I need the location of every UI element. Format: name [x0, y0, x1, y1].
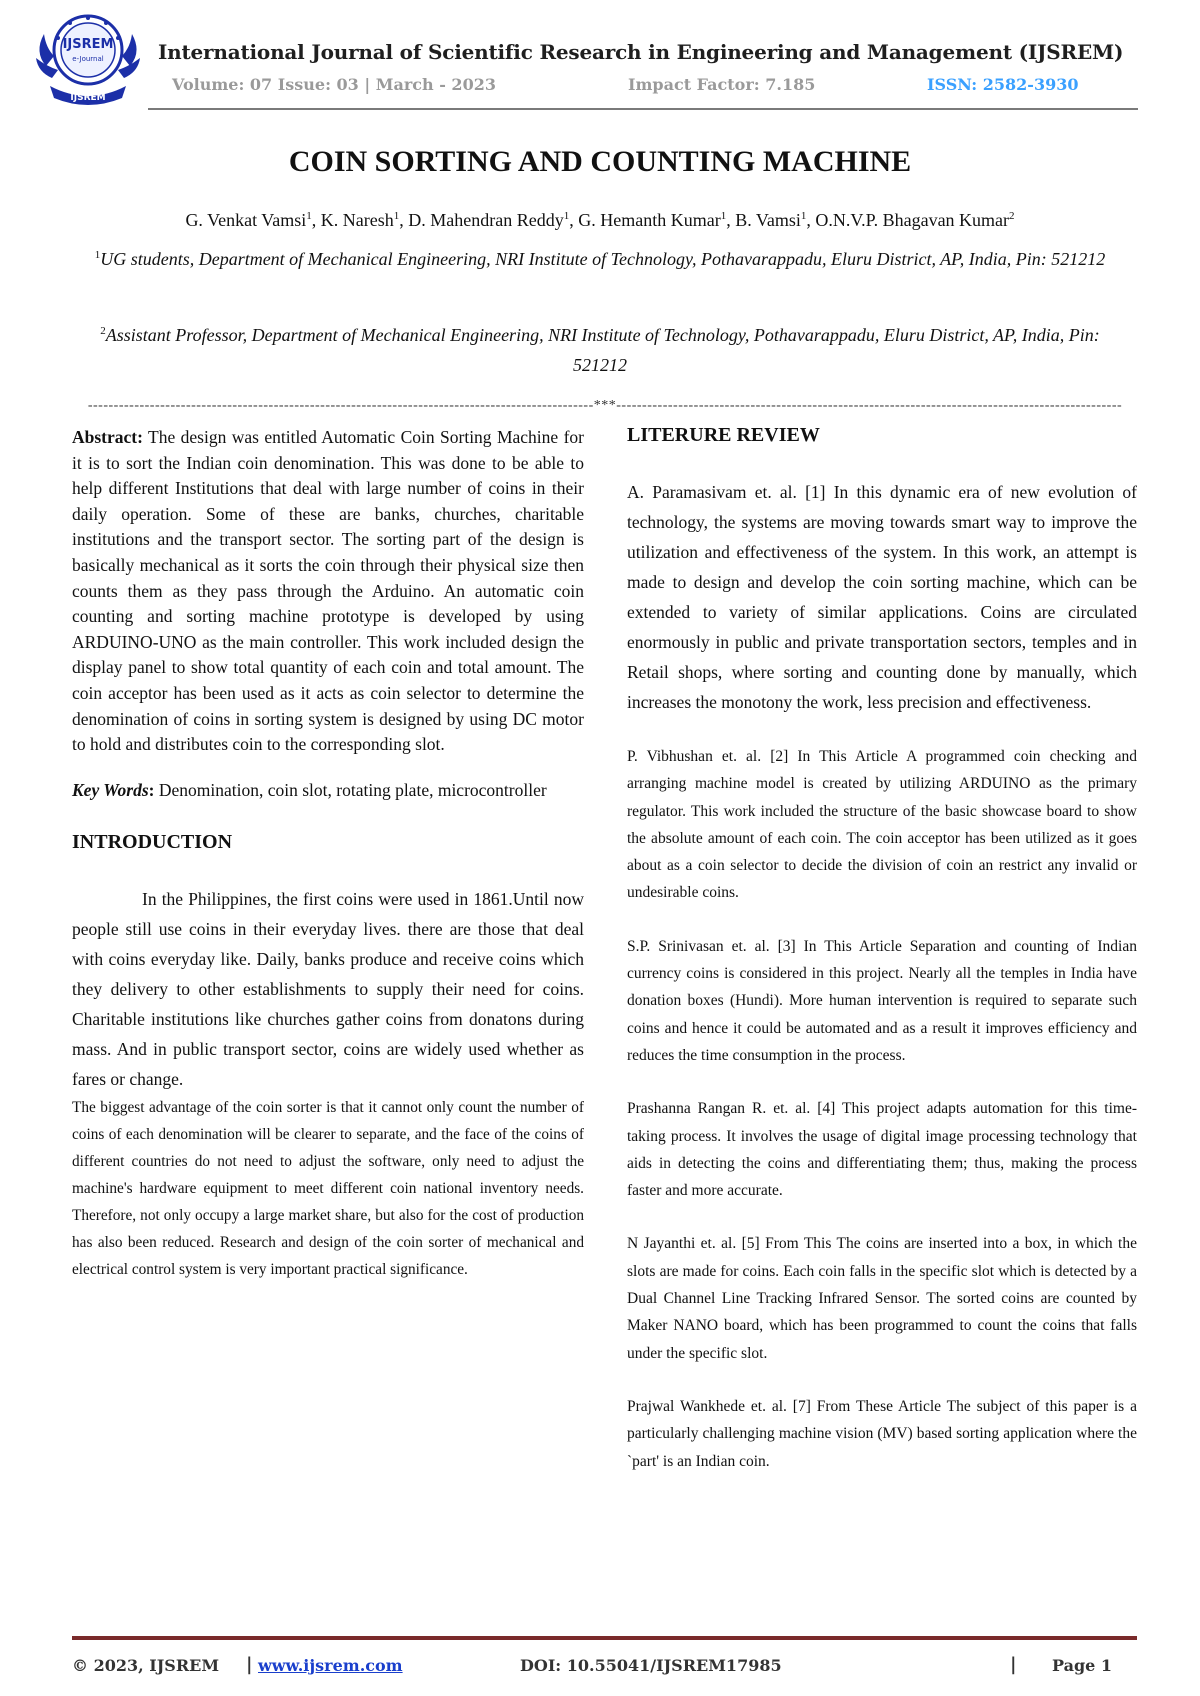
left-column	[72, 425, 584, 1283]
affiliation-1: $^1$UG students, Department of Mechanical Engineering, NRI Institute of Technology, Pothavarappadu, Eluru District, AP, India, Pin: 521212	[94, 249, 1106, 269]
literature-review-heading: LITERURE REVIEW	[627, 424, 820, 446]
header-rule	[148, 108, 1138, 110]
review-paragraph: Prajwal Wankhede et. al. [7] From These Article The subject of this paper is a particularly challenging machine vision (MV) based sorting application where the `part' is an Indian coin.	[627, 1397, 1137, 1470]
author: G. Venkat Vamsi	[185, 210, 307, 230]
logo-subtext: e-Journal	[72, 55, 104, 63]
affiliation-2: $^2$Assistant Professor, Department of Mechanical Engineering, NRI Institute of Technology, Pothavarappadu, Eluru District, AP, India, Pin: 521212	[100, 325, 1100, 375]
author: O.N.V.P. Bhagavan Kumar	[815, 210, 1010, 230]
right-column	[627, 425, 1137, 1475]
review-paragraph: N Jayanthi et. al. [5] From This The coins are inserted into a box, in which the slots are made for coins. Each coin falls in the specific slot which is detected by a Dual Channel Line Tracking Infrared Sensor. The sorted coins are counted by Maker NANO board, which has been programmed to count the coins that falls under the specific slot.	[627, 1235, 1137, 1362]
author: B. Vamsi	[735, 210, 801, 230]
author: D. Mahendran Reddy	[408, 210, 564, 230]
intro-paragraph: In the Philippines, the first coins were used in 1861.Until now people still use coins in their everyday lives. there are those that deal with coins everyday like. Daily, banks produce and receive coins which they delivery to other establishments to supply their need for coins. Charitable institutions like churches gather coins from donatons during mass. And in public transport sector, coins are widely used whether as fares or change.	[72, 888, 584, 1089]
logo-text: IJSREM	[62, 37, 114, 52]
abstract: Abstract: The design was entitled Automatic Coin Sorting Machine for it is to sort the Indian coin denomination. This was done to be able to help different Institutions that deal with large number of coins in their daily operation. Some of these are banks, churches, charitable institutions and the transport sector. The sorting part of the design is basically mechanical as it sorts the coin through their physical size then counts them as they pass through the Arduino. An automatic coin counting and sorting machine prototype is developed by using ARDUINO-UNO as the main controller. This work included design the display panel to show total quantity of each coin and total amount. The coin acceptor has been used as it acts as coin selector to determine the denomination of coins in sorting system is designed by using DC motor to hold and distributes coin to the corresponding slot.	[72, 427, 584, 755]
review-paragraph: Prashanna Rangan R. et. al. [4] This project adapts automation for this time-taking process. It involves the usage of digital image processing technology that aids in detecting the coins and differentiating them; thus, making the process faster and more accurate.	[627, 1100, 1137, 1200]
keywords: Key Words: Denomination, coin slot, rotating plate, microcontroller	[72, 779, 547, 800]
review-paragraph: A. Paramasivam et. al. [1] In this dynamic era of new evolution of technology, the systems are moving towards smart way to improve the utilization and effectiveness of the system. In this work, an attempt is made to design and develop the coin sorting machine, which can be extended to variety of similar applications. Coins are circulated enormously in public and private transportation sectors, temples and in Retail shops, where sorting and counting done by manually, which increases the monotony the work, less precision and effectiveness.	[627, 482, 1137, 712]
impact-factor: Impact Factor: 7.185	[628, 75, 816, 94]
journal-logo	[32, 8, 144, 108]
footer-rule	[72, 1636, 1137, 1640]
footer-separator: |	[246, 1654, 253, 1675]
introduction-heading: INTRODUCTION	[72, 830, 233, 853]
section-divider: --------------------------------------------------------------------------------------------------***--------------------------------------------------------------------------------------------------	[87, 398, 1123, 413]
issn: ISSN: 2582-3930	[927, 75, 1079, 94]
footer-doi: DOI: 10.55041/IJSREM17985	[520, 1656, 782, 1675]
author: G. Hemanth Kumar	[578, 210, 721, 230]
journal-title: International Journal of Scientific Research in Engineering and Management (IJSREM)	[158, 40, 1124, 64]
footer-separator: |	[1010, 1654, 1017, 1675]
page-number: Page 1	[1052, 1656, 1113, 1675]
review-paragraph: P. Vibhushan et. al. [2] In This Article A programmed coin checking and arranging machine model is created by utilizing ARDUINO as the primary regulator. This work included the structure of the basic showcase board to show the absolute amount of each coin. The coin acceptor has been utilized as it goes about as a coin selector to decide the division of coin an restrict any invalid or undesirable coins.	[627, 748, 1137, 902]
logo-bottom-text: IJSREM	[70, 93, 106, 103]
intro-paragraph: The biggest advantage of the coin sorter is that it cannot only count the number of coins of each denomination will be clearer to separate, and the face of the coins of different countries do not need to adjust the software, only need to adjust the machine's hardware equipment to meet different coin national inventory needs. Therefore, not only occupy a large market share, but also for the cost of production has also been reduced. Research and design of the coin sorter of mechanical and electrical control system is very important practical significance.	[72, 1098, 584, 1278]
paper-title: COIN SORTING AND COUNTING MACHINE	[288, 145, 912, 178]
review-paragraph: S.P. Srinivasan et. al. [3] In This Article Separation and counting of Indian currency coins is considered in this project. Nearly all the temples in India have donation boxes (Hundi). More human intervention is required to separate such coins and hence it could be automated and as a result it improves efficiency and reduces the time consumption in the process.	[627, 937, 1137, 1064]
author: K. Naresh	[320, 210, 394, 230]
footer-copyright: © 2023, IJSREM	[72, 1656, 220, 1675]
author-list: G. Venkat Vamsi$^1$, K. Naresh$^1$, D. Mahendran Reddy$^1$, G. Hemanth Kumar$^1$, B. Vamsi$^1$, O.N.V.P. Bhagavan Kumar$^2$	[185, 210, 1015, 230]
volume-issue: Volume: 07 Issue: 03 | March - 2023	[172, 75, 496, 94]
footer-website-link[interactable]: www.ijsrem.com	[258, 1656, 403, 1675]
